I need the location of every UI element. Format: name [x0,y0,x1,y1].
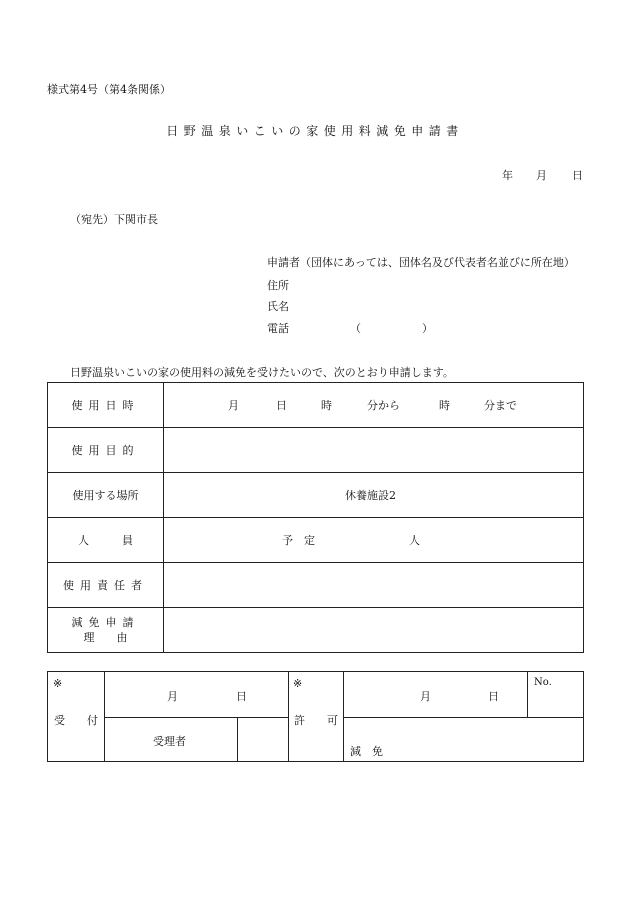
usage-month-unit: 月 [228,399,239,412]
permit-day-unit: 日 [488,690,499,703]
divider [527,672,528,717]
place-label: 使用する場所 [48,473,164,518]
row-people [48,518,584,563]
row-purpose [48,428,584,473]
reason-label [48,608,164,653]
form-number: 様式第4号（第4条関係） [47,83,171,96]
receipt-label: 受 付 [54,714,98,727]
reason-label-line1: 減免申請 [71,616,140,629]
usage-datetime-field[interactable] [164,383,584,428]
purpose-label: 使用目的 [48,428,164,473]
permit-month-unit: 月 [420,690,431,703]
applicant-phone-label: 電話 [267,322,289,335]
divider [104,717,288,718]
exemption-label: 減 免 [350,745,383,758]
applicant-heading: 申請者（団体にあっては、団体名及び代表者名並びに所在地） [267,256,575,269]
place-field[interactable] [164,473,584,518]
usage-hour-to-unit: 時 [439,399,450,412]
people-label: 人 員 [48,518,164,563]
applicant-name-label: 氏名 [267,300,289,313]
addressee: （宛先）下関市長 [70,213,158,226]
divider [288,672,289,761]
phone-paren-open: （ [350,322,361,335]
receiver-label: 受理者 [153,735,186,748]
date-month: 月 [536,169,547,182]
row-reason [48,608,584,653]
responsible-label: 使用責任者 [48,563,164,608]
usage-min-to-unit: 分まで [484,399,517,412]
responsible-field[interactable] [164,563,584,608]
office-use-box [47,671,584,762]
date-year: 年 [502,169,513,182]
people-unit: 人 [409,534,420,547]
date-day: 日 [572,169,583,182]
usage-datetime-label: 使用日時 [48,383,164,428]
receipt-month-unit: 月 [167,690,178,703]
permit-number-label: No. [534,677,552,688]
usage-min-from-unit: 分から [367,399,400,412]
applicant-address-label: 住所 [267,279,289,292]
usage-hour-from-unit: 時 [321,399,332,412]
people-planned-label: 予 定 [282,534,315,547]
permit-label: 許 可 [294,714,338,727]
reason-label-line2: 理 由 [83,631,128,644]
people-field[interactable] [164,518,584,563]
receipt-day-unit: 日 [236,690,247,703]
usage-day-unit: 日 [276,399,287,412]
row-usage-datetime [48,383,584,428]
divider [343,717,583,718]
document-title: 日野温泉いこいの家使用料減免申請書 [166,124,464,138]
row-place [48,473,584,518]
reason-field[interactable] [164,608,584,653]
place-value: 休養施設2 [345,489,396,502]
divider [237,717,238,761]
permit-mark: ※ [293,677,303,690]
application-table [47,382,584,653]
receipt-mark: ※ [53,677,63,690]
purpose-field[interactable] [164,428,584,473]
row-responsible [48,563,584,608]
phone-paren-close: ） [422,322,433,335]
intro-text: 日野温泉いこいの家の使用料の減免を受けたいので、次のとおり申請します。 [70,366,454,379]
